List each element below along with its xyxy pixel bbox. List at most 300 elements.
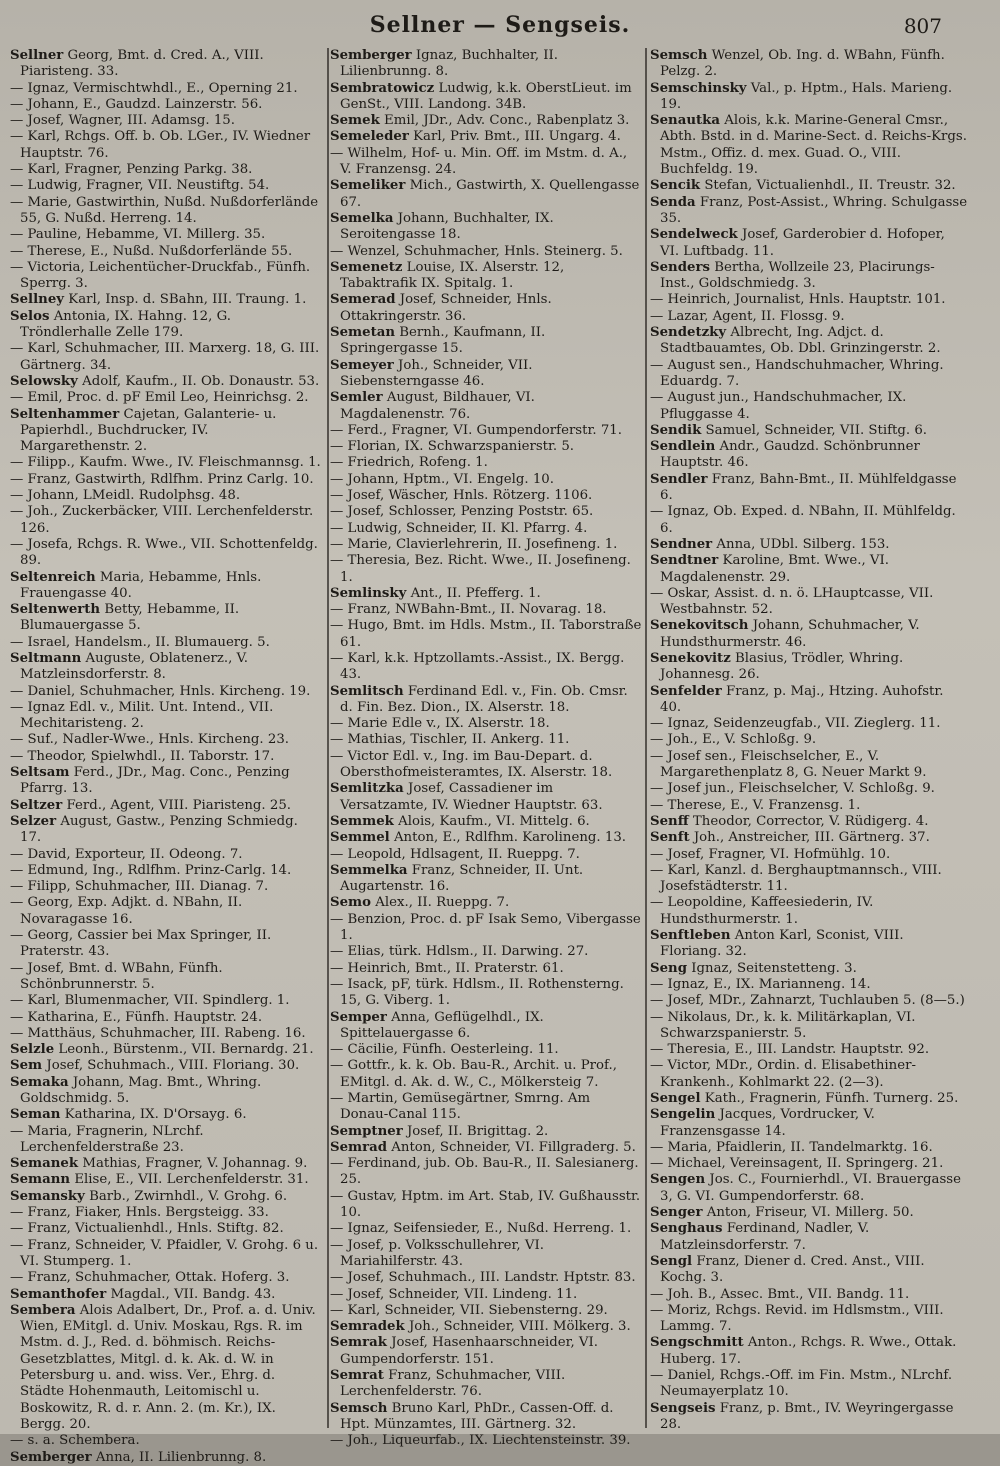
entry-surname: Sendelweck xyxy=(650,227,738,243)
entry-surname: Semlitsch xyxy=(330,683,404,699)
entry-surname: Sendler xyxy=(650,471,708,487)
entry-text: Alex., II. Rueppg. 7. xyxy=(375,895,510,911)
entry-text: Adolf, Kaufm., II. Ob. Donaustr. 53. xyxy=(82,373,320,389)
entry-text: Anton, E., Rdlfhm. Karolineng. 13. xyxy=(393,830,627,846)
entry-text: — Heinrich, Journalist, Hnls. Hauptstr. 101. xyxy=(650,292,946,308)
entry-text: — Moriz, Rchgs. Revid. im Hdlsmstm., VIII. Lammg. 7. xyxy=(650,1302,944,1335)
directory-entry xyxy=(650,651,968,684)
entry-text: August, Gastw., Penzing Schmiedg. 17. xyxy=(20,813,298,846)
directory-entry xyxy=(10,1221,322,1237)
entry-text: Joh., Anstreicher, III. Gärtnerg. 37. xyxy=(693,830,930,846)
entry-text: — Josef jun., Fleischselcher, V. Schloßg. 9. xyxy=(650,781,935,797)
entry-surname: Sembera xyxy=(10,1302,76,1318)
directory-entry xyxy=(10,48,322,81)
entry-text: — Franz, Gastwirth, Rdlfhm. Prinz Carlg. 10. xyxy=(10,471,314,487)
directory-entry xyxy=(330,1287,642,1303)
entry-surname: Semptner xyxy=(330,1123,403,1139)
directory-entry xyxy=(330,602,642,618)
entry-text: — Filipp, Schuhmacher, III. Dianag. 7. xyxy=(10,879,269,895)
directory-entry xyxy=(330,814,642,830)
entry-text: Cajetan, Galanterie- u. Papierhdl., Buchdrucker, IV. Margarethenstr. 2. xyxy=(20,406,277,455)
directory-entry xyxy=(10,798,322,814)
entry-text: — Josef, Bmt. d. WBahn, Fünfh. Schönbrunnerstr. 5. xyxy=(10,960,223,992)
directory-entry xyxy=(330,488,642,504)
directory-entry xyxy=(650,1010,968,1043)
column-3 xyxy=(650,48,968,1432)
entry-surname: Sendetzky xyxy=(650,325,727,341)
entry-surname: Semberger xyxy=(330,48,412,63)
directory-entry xyxy=(10,635,322,651)
entry-text: — Edmund, Ing., Rdlfhm. Prinz-Carlg. 14. xyxy=(10,862,292,878)
directory-entry xyxy=(330,1401,642,1434)
entry-text: — Josef, Schneider, VII. Lindeng. 11. xyxy=(330,1286,578,1302)
directory-entry xyxy=(330,961,642,977)
directory-entry xyxy=(10,407,322,456)
directory-entry xyxy=(330,521,642,537)
directory-entry xyxy=(330,716,642,732)
directory-entry xyxy=(10,1270,322,1286)
directory-entry xyxy=(10,129,322,162)
entry-text: — Israel, Handelsm., II. Blumauerg. 5. xyxy=(10,634,270,650)
entry-text: — Josef, Wäscher, Hnls. Rötzerg. 1106. xyxy=(330,488,593,504)
entry-surname: Semlinsky xyxy=(330,585,407,601)
entry-surname: Senghaus xyxy=(650,1221,723,1237)
entry-text: — Wenzel, Schuhmacher, Hnls. Steinerg. 5. xyxy=(330,243,623,259)
entry-text: Anton, Friseur, VI. Millerg. 50. xyxy=(706,1205,914,1221)
entry-text: Andr., Gaudzd. Schönbrunner Hauptstr. 46. xyxy=(660,439,920,471)
entry-text: — Joh., E., V. Schloßg. 9. xyxy=(650,732,817,748)
page-number: 807 xyxy=(903,14,942,38)
directory-entry xyxy=(650,227,968,260)
entry-text: — Therese, E., Nußd. Nußdorferlände 55. xyxy=(10,243,293,259)
entry-surname: Semsch xyxy=(650,48,708,63)
directory-entry xyxy=(650,814,968,830)
entry-text: — Victor Edl. v., Ing. im Bau-Depart. d. Obersthofmeisteramtes, IX. Alserstr. 18. xyxy=(330,748,613,781)
directory-entry xyxy=(10,1433,322,1449)
directory-entry xyxy=(650,309,968,325)
entry-text: Alois, k.k. Marine-General Cmsr., Abth. Bstd. in d. Marine-Sect. d. Reichs-Krgs. Mstm., Offiz. d. mex. Guad. O., VIII. Buchfeldg. 19. xyxy=(660,113,967,178)
entry-text: — Karl, Schuhmacher, III. Marxerg. 18, G. III. Gärtnerg. 34. xyxy=(10,341,320,373)
entry-text: Ludwig, k.k. OberstLieut. im GenSt., VIII. Landong. 34B. xyxy=(340,80,632,112)
directory-entry xyxy=(650,1221,968,1254)
directory-entry xyxy=(10,178,322,194)
directory-entry xyxy=(10,1156,322,1172)
entry-text: — Maria, Pfaidlerin, II. Tandelmarktg. 16. xyxy=(650,1139,933,1155)
entry-surname: Sellner xyxy=(10,48,64,63)
entry-text: — Florian, IX. Schwarzspanierstr. 5. xyxy=(330,439,575,455)
entry-surname: Seman xyxy=(10,1107,61,1123)
entry-text: Antonia, IX. Hahng. 12, G. Tröndlerhalle Zelle 179. xyxy=(20,308,231,341)
directory-entry xyxy=(330,863,642,896)
directory-entry xyxy=(330,1221,642,1237)
directory-entry xyxy=(650,1156,968,1172)
directory-entry xyxy=(330,1335,642,1368)
directory-entry xyxy=(330,178,642,211)
directory-entry xyxy=(330,749,642,782)
directory-entry xyxy=(330,260,642,293)
entry-text: Bruno Karl, PhDr., Cassen-Off. d. Hpt. Münzamtes, III. Gärtnerg. 32. xyxy=(340,1400,614,1432)
entry-surname: Semrad xyxy=(330,1139,388,1155)
entry-surname: Sencik xyxy=(650,178,701,194)
entry-text: — Johann, LMeidl. Rudolphsg. 48. xyxy=(10,488,241,504)
directory-entry xyxy=(10,1075,322,1108)
entry-text: — Michael, Vereinsagent, II. Springerg. 21. xyxy=(650,1156,944,1172)
directory-entry xyxy=(10,651,322,684)
directory-entry xyxy=(650,830,968,846)
entry-text: — Marie, Gastwirthin, Nußd. Nußdorferlände 55, G. Nußd. Herreng. 14. xyxy=(10,194,319,226)
directory-entry xyxy=(10,1172,322,1188)
entry-text: Blasius, Trödler, Whring. Johannesg. 26. xyxy=(660,650,904,683)
directory-entry xyxy=(650,260,968,293)
directory-entry xyxy=(330,1238,642,1271)
entry-surname: Semann xyxy=(10,1172,71,1188)
directory-entry xyxy=(650,1205,968,1221)
entry-text: — Oskar, Assist. d. n. ö. LHauptcasse, VII. Westbahnstr. 52. xyxy=(650,585,934,618)
entry-text: — Ferdinand, jub. Ob. Bau-R., II. Salesianerg. 25. xyxy=(330,1156,639,1188)
directory-entry xyxy=(330,1368,642,1401)
directory-entry xyxy=(330,651,642,684)
entry-text: Johann, Mag. Bmt., Whring. Goldschmidg. 5. xyxy=(20,1074,262,1106)
entry-text: — Daniel, Schuhmacher, Hnls. Kircheng. 19. xyxy=(10,683,311,699)
directory-entry xyxy=(10,1238,322,1271)
entry-text: Alois Adalbert, Dr., Prof. a. d. Univ. Wien, EMitgl. d. Univ. Moskau, Rgs. R. im Mstm. d. J., Red. d. böhmisch. Reichs-Gesetzblattes, Mitgl. d. k. Ak. d. W. in Petersburg u. and. wiss. Ver., Ehrg. d. Städte Hohenmauth, Leitomischl u. Boskowitz, R. d. r. Ann. 2. (m. Kr.), IX. Bergg. 20. xyxy=(20,1302,316,1432)
directory-entry xyxy=(10,455,322,471)
entry-text: — August sen., Handschuhmacher, Whring. Eduardg. 7. xyxy=(650,357,944,389)
directory-entry xyxy=(650,977,968,993)
directory-entry xyxy=(330,830,642,846)
directory-entry xyxy=(10,993,322,1009)
directory-entry xyxy=(10,113,322,129)
entry-text: — David, Exporteur, II. Odeong. 7. xyxy=(10,846,243,862)
entry-surname: Semo xyxy=(330,895,372,911)
entry-text: Ant., II. Pfefferg. 1. xyxy=(410,585,541,601)
directory-entry xyxy=(10,162,322,178)
directory-entry xyxy=(650,684,968,717)
directory-entry xyxy=(330,211,642,244)
entry-surname: Sendner xyxy=(650,536,713,552)
entry-text: — Franz, Fiaker, Hnls. Bergsteigg. 33. xyxy=(10,1205,269,1221)
entry-text: — Matthäus, Schuhmacher, III. Rabeng. 16. xyxy=(10,1025,306,1041)
entry-text: Jacques, Vordrucker, V. Franzensgasse 14. xyxy=(660,1107,875,1139)
directory-entry xyxy=(650,472,968,505)
entry-text: Bertha, Wollzeile 23, Placirungs-Inst., Goldschmiedg. 3. xyxy=(660,259,935,292)
entry-text: Franz, Post-Assist., Whring. Schulgasse 35. xyxy=(660,194,968,226)
entry-text: — Ignaz, Seidenzeugfab., VII. Zieglerg. 11. xyxy=(650,716,941,732)
entry-surname: Semansky xyxy=(10,1188,85,1204)
directory-entry xyxy=(10,602,322,635)
directory-entry xyxy=(330,912,642,945)
directory-entry xyxy=(330,292,642,325)
entry-surname: Sengen xyxy=(650,1172,706,1188)
entry-text: — Theresia, E., III. Landstr. Hauptstr. 92. xyxy=(650,1042,930,1058)
entry-text: — Hugo, Bmt. im Hdls. Mstm., II. Taborstraße 61. xyxy=(330,618,642,650)
entry-text: — Gottfr., k. k. Ob. Bau-R., Archit. u. Prof., EMitgl. d. Ak. d. W., C., Mölkersteig 7. xyxy=(330,1058,617,1090)
entry-text: — Josef, Wagner, III. Adamsg. 15. xyxy=(10,113,235,129)
directory-entry xyxy=(10,1189,322,1205)
directory-entry xyxy=(10,1124,322,1157)
entry-text: — Benzion, Proc. d. pF Isak Semo, Vibergasse 1. xyxy=(330,911,641,944)
entry-text: Barb., Zwirnhdl., V. Grohg. 6. xyxy=(89,1188,288,1204)
entry-surname: Semanek xyxy=(10,1156,79,1172)
entry-surname: Seltenhammer xyxy=(10,406,120,422)
directory-entry xyxy=(650,1107,968,1140)
entry-text: Karl, Insp. d. SBahn, III. Traung. 1. xyxy=(68,292,307,308)
entry-text: — August jun., Handschuhmacher, IX. Pfluggasse 4. xyxy=(650,390,907,422)
directory-entry xyxy=(330,895,642,911)
entry-text: — Josef sen., Fleischselcher, E., V. Margarethenplatz 8, G. Neuer Markt 9. xyxy=(650,748,927,781)
directory-entry xyxy=(330,358,642,391)
entry-text: Franz, Schneider, II. Unt. Augartenstr. 16. xyxy=(340,862,584,895)
directory-entry xyxy=(10,1450,322,1466)
entry-text: — Martin, Gemüsegärtner, Smrng. Am Donau-Canal 115. xyxy=(330,1091,591,1123)
entry-text: Johann, Schuhmacher, V. Hundsthurmerstr. 46. xyxy=(660,618,920,650)
entry-text: August, Bildhauer, VI. Magdalenenstr. 76. xyxy=(340,390,535,422)
directory-entry xyxy=(650,1303,968,1336)
entry-surname: Sendlein xyxy=(650,439,716,455)
directory-entry xyxy=(650,439,968,472)
directory-entry xyxy=(650,928,968,961)
entry-surname: Semrak xyxy=(330,1335,387,1351)
entry-text: Josef, II. Brigittag. 2. xyxy=(406,1123,549,1139)
entry-text: — Franz, Schneider, V. Pfaidler, V. Grohg. 6 u. VI. Stumperg. 1. xyxy=(10,1237,319,1269)
entry-text: Ferd., JDr., Mag. Conc., Penzing Pfarrg. 13. xyxy=(20,765,290,797)
entry-surname: Seltenwerth xyxy=(10,602,101,618)
entry-surname: Semlitzka xyxy=(330,781,404,797)
directory-entry xyxy=(10,488,322,504)
directory-entry xyxy=(10,341,322,374)
directory-entry xyxy=(330,439,642,455)
directory-entry xyxy=(650,178,968,194)
directory-entry xyxy=(330,1010,642,1043)
entry-text: Karoline, Bmt. Wwe., VI. Magdalenenstr. 29. xyxy=(660,553,890,585)
entry-text: — Daniel, Rchgs.-Off. im Fin. Mstm., NLrchf. Neumayerplatz 10. xyxy=(650,1368,953,1400)
directory-entry xyxy=(330,1140,642,1156)
directory-entry xyxy=(330,472,642,488)
directory-entry xyxy=(10,390,322,406)
entry-text: Josef, Schuhmach., VIII. Floriang. 30. xyxy=(46,1058,300,1074)
entry-surname: Semsch xyxy=(330,1400,388,1416)
entry-surname: Selzer xyxy=(10,813,57,829)
directory-entry xyxy=(330,781,642,814)
entry-text: — Joh. B., Assec. Bmt., VII. Bandg. 11. xyxy=(650,1286,910,1302)
column-2 xyxy=(330,48,642,1449)
entry-surname: Selos xyxy=(10,308,50,324)
directory-entry xyxy=(650,390,968,423)
directory-entry xyxy=(10,374,322,390)
entry-text: — Ignaz, Ob. Exped. d. NBahn, II. Mühlfeldg. 6. xyxy=(650,504,956,536)
entry-surname: Sengelin xyxy=(650,1107,716,1123)
entry-text: — Therese, E., V. Franzensg. 1. xyxy=(650,797,861,813)
directory-entry xyxy=(650,586,968,619)
entry-surname: Seltsam xyxy=(10,765,70,781)
entry-surname: Selzle xyxy=(10,1042,55,1058)
directory-entry xyxy=(650,195,968,228)
entry-surname: Senft xyxy=(650,830,690,846)
entry-text: Anna, UDbl. Silberg. 153. xyxy=(716,536,890,552)
directory-entry xyxy=(650,716,968,732)
directory-entry xyxy=(330,586,642,602)
entry-text: Anna, II. Lilienbrunng. 8. xyxy=(95,1449,267,1465)
directory-entry xyxy=(650,358,968,391)
directory-entry xyxy=(10,570,322,603)
directory-entry xyxy=(650,961,968,977)
entry-surname: Sem xyxy=(10,1058,43,1074)
directory-entry xyxy=(330,48,642,81)
entry-text: Ferd., Agent, VIII. Piaristeng. 25. xyxy=(66,797,292,813)
directory-entry xyxy=(10,1107,322,1123)
entry-text: — Josef, MDr., Zahnarzt, Tuchlauben 5. (8—5.) xyxy=(650,993,965,1009)
entry-text: — Johann, E., Gaudzd. Lainzerstr. 56. xyxy=(10,96,263,112)
entry-text: — Josefa, Rchgs. R. Wwe., VII. Schottenfeldg. 89. xyxy=(10,536,318,569)
directory-entry xyxy=(10,1026,322,1042)
entry-text: Ignaz, Buchhalter, II. Lilienbrunng. 8. xyxy=(340,48,559,80)
entry-text: — Katharina, E., Fünfh. Hauptstr. 24. xyxy=(10,1009,263,1025)
entry-surname: Semaka xyxy=(10,1074,69,1090)
entry-text: — s. a. Schembera. xyxy=(10,1433,140,1449)
entry-surname: Semeleder xyxy=(330,129,409,145)
directory-entry xyxy=(650,81,968,114)
entry-text: — Marie, Clavierlehrerin, II. Josefineng. 1. xyxy=(330,536,618,552)
entry-text: — Theodor, Spielwhdl., II. Taborstr. 17. xyxy=(10,748,275,764)
directory-entry xyxy=(10,97,322,113)
entry-text: Josef, Garderobier d. Hofoper, VI. Luftbadg. 11. xyxy=(660,227,945,259)
entry-text: — Georg, Exp. Adjkt. d. NBahn, II. Novaragasse 16. xyxy=(10,895,243,927)
entry-text: Anna, Geflügelhdl., IX. Spittelauergasse 6. xyxy=(340,1009,544,1041)
entry-surname: Semeliker xyxy=(330,178,406,194)
entry-text: Samuel, Schneider, VII. Stiftg. 6. xyxy=(705,422,928,438)
directory-entry xyxy=(10,863,322,879)
entry-text: — Leopold, Hdlsagent, II. Rueppg. 7. xyxy=(330,846,580,862)
entry-text: — Joh., Liqueurfab., IX. Liechtensteinstr. 39. xyxy=(330,1433,631,1449)
entry-text: Leonh., Bürstenm., VII. Bernardg. 21. xyxy=(58,1042,314,1058)
directory-entry xyxy=(650,48,968,81)
entry-text: — Joh., Zuckerbäcker, VIII. Lerchenfelderstr. 126. xyxy=(10,504,314,536)
directory-entry xyxy=(10,81,322,97)
entry-text: — Mathias, Tischler, II. Ankerg. 11. xyxy=(330,732,570,748)
entry-text: — Josef, Schuhmach., III. Landstr. Hptstr. 83. xyxy=(330,1270,636,1286)
directory-entry xyxy=(330,1270,642,1286)
entry-text: — Emil, Proc. d. pF Emil Leo, Heinrichsg. 2. xyxy=(10,390,309,406)
directory-entry xyxy=(650,1254,968,1287)
entry-text: Mich., Gastwirth, X. Quellengasse 67. xyxy=(340,178,640,210)
entry-text: Stefan, Victualienhdl., II. Treustr. 32. xyxy=(704,178,956,194)
entry-text: — Victoria, Leichentücher-Druckfab., Fünfh. Sperrg. 3. xyxy=(10,259,311,292)
entry-surname: Sembratowicz xyxy=(330,80,435,96)
directory-entry xyxy=(650,1058,968,1091)
entry-text: — Pauline, Hebamme, VI. Millerg. 35. xyxy=(10,227,266,243)
entry-text: Elise, E., VII. Lerchenfelderstr. 31. xyxy=(74,1172,309,1188)
directory-entry xyxy=(10,537,322,570)
entry-text: — Lazar, Agent, II. Flossg. 9. xyxy=(650,308,845,324)
entry-text: — Josef, p. Volksschullehrer, VI. Mariahilferstr. 43. xyxy=(330,1237,544,1269)
entry-text: Franz, p. Maj., Htzing. Auhofstr. 40. xyxy=(660,683,944,715)
directory-entry xyxy=(650,553,968,586)
entry-text: — Josef, Schlosser, Penzing Poststr. 65. xyxy=(330,504,594,520)
entry-text: — Marie Edle v., IX. Alserstr. 18. xyxy=(330,716,550,732)
entry-surname: Semeyer xyxy=(330,357,394,373)
entry-surname: Seltenreich xyxy=(10,569,96,585)
entry-text: — Theresia, Bez. Richt. Wwe., II. Josefineng. 1. xyxy=(330,553,631,585)
directory-entry xyxy=(650,895,968,928)
entry-text: — Ignaz, Vermischtwhdl., E., Operning 21. xyxy=(10,80,298,96)
entry-text: Katharina, IX. D'Orsayg. 6. xyxy=(64,1107,247,1123)
entry-text: Anton Karl, Sconist, VIII. Floriang. 32. xyxy=(660,928,904,960)
directory-entry xyxy=(650,504,968,537)
entry-text: Franz, Bahn-Bmt., II. Mühlfeldgasse 6. xyxy=(660,471,957,504)
entry-text: Josef, Hasenhaarschneider, VI. Gumpendorferstr. 151. xyxy=(340,1335,599,1367)
directory-entry xyxy=(650,1287,968,1303)
entry-text: Anton., Rchgs. R. Wwe., Ottak. Huberg. 17. xyxy=(660,1335,957,1367)
entry-text: Wenzel, Ob. Ing. d. WBahn, Fünfh. Pelzg. 2. xyxy=(660,48,945,80)
entry-text: Johann, Buchhalter, IX. Seroitengasse 18. xyxy=(340,210,554,243)
entry-text: Emil, JDr., Adv. Conc., Rabenplatz 3. xyxy=(384,113,630,129)
entry-surname: Senger xyxy=(650,1205,703,1221)
entry-surname: Semler xyxy=(330,390,383,406)
entry-surname: Semerad xyxy=(330,292,396,308)
directory-entry xyxy=(650,749,968,782)
directory-entry xyxy=(650,863,968,896)
directory-entry xyxy=(330,1303,642,1319)
entry-text: — Karl, Kanzl. d. Berghauptmannsch., VIII. Josefstädterstr. 11. xyxy=(650,862,942,895)
entry-text: — Franz, Victualienhdl., Hnls. Stiftg. 82. xyxy=(10,1221,284,1237)
directory-entry xyxy=(650,537,968,553)
directory-entry xyxy=(10,749,322,765)
entry-surname: Sengl xyxy=(650,1253,693,1269)
directory-entry xyxy=(330,455,642,471)
entry-text: Betty, Hebamme, II. Blumauergasse 5. xyxy=(20,602,240,634)
entry-text: Georg, Bmt. d. Cred. A., VIII. Piaristeng. 33. xyxy=(20,48,264,80)
directory-entry xyxy=(650,1091,968,1107)
directory-entry xyxy=(330,244,642,260)
directory-entry xyxy=(650,847,968,863)
entry-surname: Sengseis xyxy=(650,1400,716,1416)
directory-entry xyxy=(330,1156,642,1189)
directory-entry xyxy=(10,504,322,537)
entry-text: Franz, Diener d. Cred. Anst., VIII. Kochg. 3. xyxy=(660,1253,925,1286)
column-1 xyxy=(10,48,322,1465)
directory-entry xyxy=(330,81,642,114)
directory-entry xyxy=(650,1401,968,1434)
page-header xyxy=(0,10,1000,40)
directory-entry xyxy=(650,732,968,748)
entry-text: — Suf., Nadler-Wwe., Hnls. Kircheng. 23. xyxy=(10,732,290,748)
entry-text: Maria, Hebamme, Hnls. Frauengasse 40. xyxy=(20,569,262,601)
directory-entry xyxy=(650,1368,968,1401)
directory-entry xyxy=(650,781,968,797)
entry-text: — Karl, Rchgs. Off. b. Ob. LGer., IV. Wiedner Hauptstr. 76. xyxy=(10,129,311,161)
entry-surname: Semek xyxy=(330,113,380,129)
directory-entry xyxy=(330,1124,642,1140)
entry-surname: Semrat xyxy=(330,1368,384,1384)
directory-columns xyxy=(10,48,985,1465)
entry-surname: Semanthofer xyxy=(10,1286,107,1302)
entry-text: Albrecht, Ing. Adjct. d. Stadtbauamtes, Ob. Dbl. Grinzingerstr. 2. xyxy=(660,325,941,357)
entry-surname: Semmek xyxy=(330,813,394,829)
directory-entry xyxy=(650,993,968,1009)
running-title: Sellner — Sengseis. xyxy=(369,12,631,38)
directory-entry xyxy=(650,1172,968,1205)
directory-entry xyxy=(650,1042,968,1058)
entry-text: Franz, p. Bmt., IV. Weyringergasse 28. xyxy=(660,1400,954,1432)
directory-entry xyxy=(10,309,322,342)
entry-text: — Friedrich, Rofeng. 1. xyxy=(330,455,488,471)
entry-text: — Johann, Hptm., VI. Engelg. 10. xyxy=(330,471,554,487)
directory-entry xyxy=(10,1058,322,1074)
directory-entry xyxy=(330,553,642,586)
directory-entry xyxy=(330,1058,642,1091)
entry-text: — Maria, Fragnerin, NLrchf. Lerchenfelderstraße 23. xyxy=(10,1123,204,1155)
directory-entry xyxy=(10,700,322,733)
